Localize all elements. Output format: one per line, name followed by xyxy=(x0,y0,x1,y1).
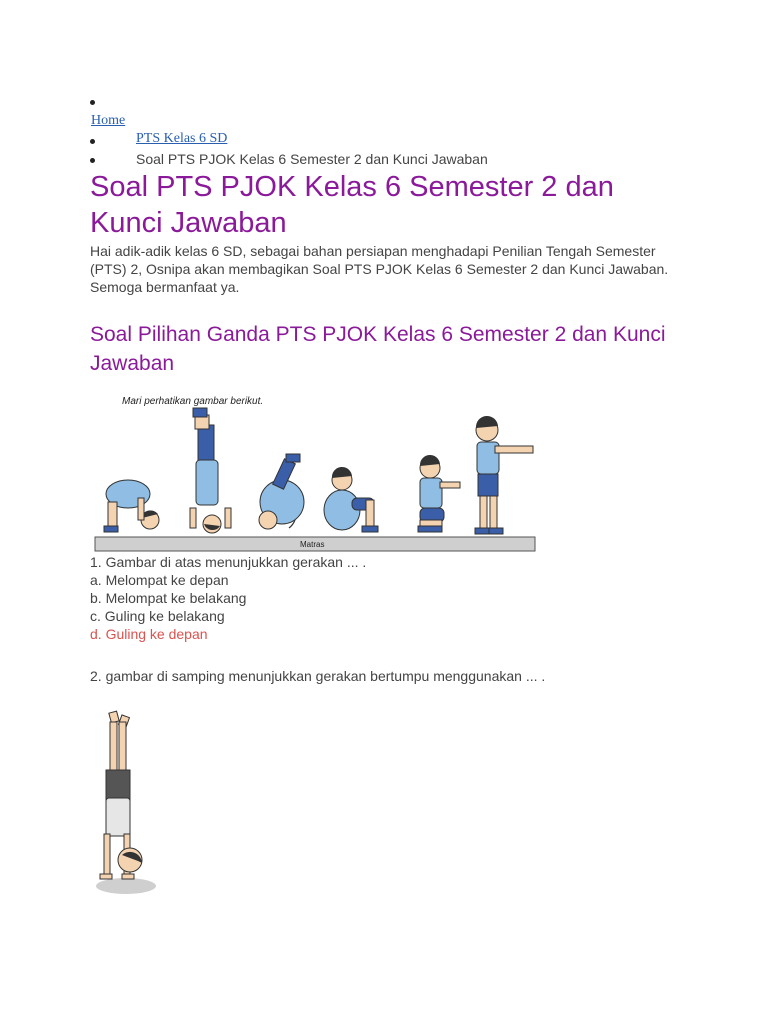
breadcrumb-current: Soal PTS PJOK Kelas 6 Semester 2 dan Kunci Jawaban xyxy=(136,151,488,167)
intro-paragraph: Hai adik-adik kelas 6 SD, sebagai bahan persiapan menghadapi Penilian Tengah Semester (PTS) 2, Osnipa akan membagikan Soal PTS PJOK Kelas 6 Semester 2 dan Kunci Jawaban. Semoga bermanfaat ya. xyxy=(90,243,669,295)
page-title: Soal PTS PJOK Kelas 6 Semester 2 dan Kunci Jawaban xyxy=(90,171,614,239)
breadcrumb-category-link[interactable]: PTS Kelas 6 SD xyxy=(136,131,228,146)
mat-label: Matras xyxy=(300,540,325,549)
question-2-text: 2. gambar di samping menunjukkan gerakan bertumpu menggunakan ... . xyxy=(90,668,546,684)
forward-roll-illustration xyxy=(90,390,540,555)
handstand-illustration xyxy=(92,710,162,900)
question-1-text: 1. Gambar di atas menunjukkan gerakan ... . xyxy=(90,554,367,570)
section-title: Soal Pilihan Ganda PTS PJOK Kelas 6 Semester 2 dan Kunci Jawaban xyxy=(90,323,666,375)
breadcrumb-bullet xyxy=(90,158,95,163)
question-1-option-a: a. Melompat ke depan xyxy=(90,572,229,588)
question-1-option-d-answer: d. Guling ke depan xyxy=(90,626,208,642)
forward-roll-figure xyxy=(90,390,540,555)
breadcrumb-home-link[interactable]: Home xyxy=(91,113,126,128)
breadcrumb-bullet xyxy=(90,100,95,105)
question-1 xyxy=(90,553,690,643)
question-1-option-b: b. Melompat ke belakang xyxy=(90,590,247,606)
question-1-option-c: c. Guling ke belakang xyxy=(90,608,225,624)
handstand-figure xyxy=(92,710,162,900)
breadcrumb-bullet xyxy=(90,139,95,144)
figure-caption: Mari perhatikan gambar berikut. xyxy=(122,396,264,407)
